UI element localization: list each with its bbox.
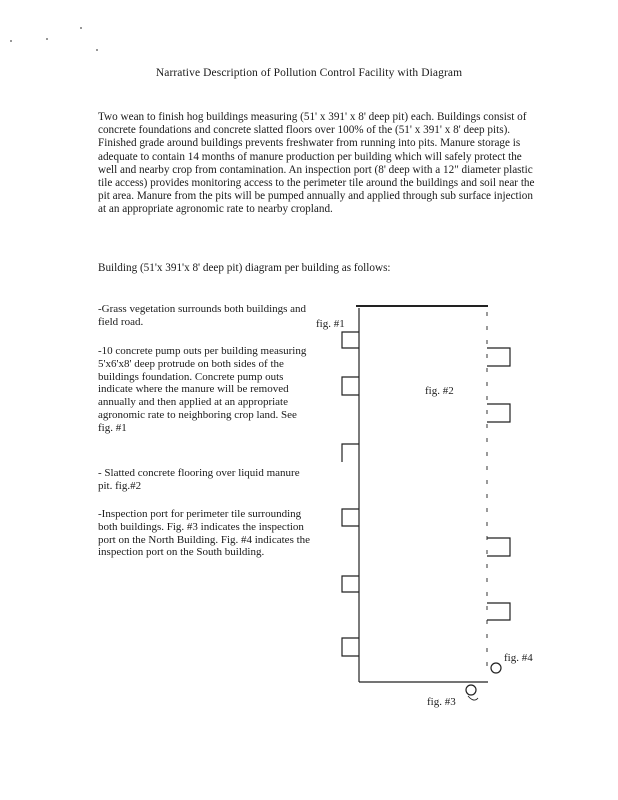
page-title: Narrative Description of Pollution Control Facility with Diagram <box>155 67 463 79</box>
pump-out <box>487 603 510 620</box>
note-slatted-floor: - Slatted concrete flooring over liquid manure pit. fig.#2 <box>98 467 300 492</box>
pump-out <box>342 509 359 526</box>
pump-out <box>342 444 359 462</box>
pump-out <box>487 348 510 366</box>
pump-out <box>342 638 359 656</box>
fig3-pointer <box>468 696 478 700</box>
pump-out <box>342 377 359 395</box>
note-inspection-port: -Inspection port for perimeter tile surrounding both buildings. Fig. #3 indicates the inspection port on the North Building. Fig. #4 indicates the inspection port on the South building. <box>98 508 311 559</box>
diagram-heading: Building (51'x 391'x 8' deep pit) diagram per building as follows: <box>98 262 391 274</box>
pump-out <box>487 404 510 422</box>
inspection-port-north <box>466 685 476 695</box>
fig1-label: fig. #1 <box>316 318 345 330</box>
fig4-label: fig. #4 <box>504 652 533 664</box>
pump-out <box>487 538 510 556</box>
pump-outs-left <box>342 332 359 656</box>
inspection-port-south <box>491 663 501 673</box>
pump-out <box>342 332 359 348</box>
fig2-label: fig. #2 <box>425 385 454 397</box>
note-grass: -Grass vegetation surrounds both buildings and field road. <box>98 303 307 328</box>
narrative-paragraph: Two wean to finish hog buildings measuring (51' x 391' x 8' deep pit) each. Buildings consist of concrete foundations and concrete slatted floors over 100% of the (51' x 391' x 8' deep pits). Finished grade around buildings prevents freshwater from running into pits. Manure storage is adequate to contain 14 months of manure production per building which will safely protect the well and nearby crop from contamination. An inspection port (8' deep with a 12" diameter plastic tile access) provides monitoring access to the perimeter tile around the buildings and soil near the pit area. Manure from the pits will be pumped annually and applied through sub surface injection at an appropriate agronomic rate to nearby cropland. <box>98 111 535 216</box>
fig3-label: fig. #3 <box>427 696 456 708</box>
pump-out <box>342 576 359 592</box>
pump-outs-right <box>487 348 510 620</box>
note-pump-outs: -10 concrete pump outs per building measuring 5'x6'x8' deep protrude on both sides of the buildings foundation. Concrete pump outs indicate where the manure will be removed annually and then applied at an appropriate agronomic rate to neighboring crop land. See fig. #1 <box>98 345 307 434</box>
